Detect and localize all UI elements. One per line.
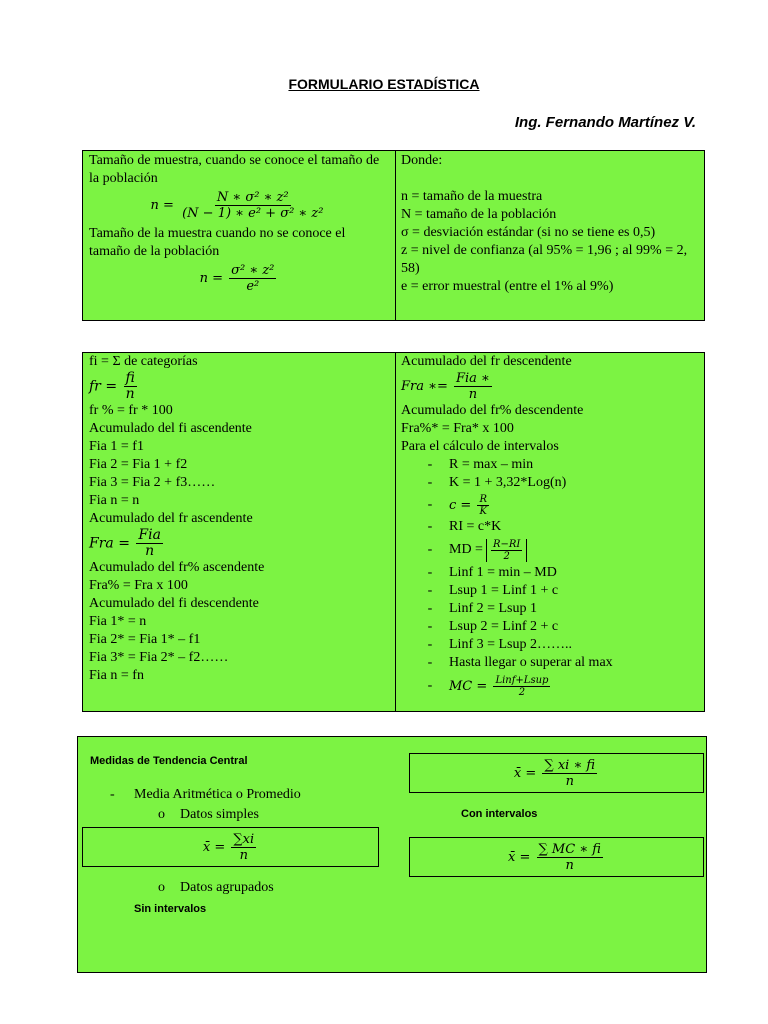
fia-line: Fia 2 = Fia 1 + f2 <box>89 457 188 472</box>
dash-bullet: - <box>427 619 433 634</box>
column-divider <box>395 353 396 711</box>
sample-size-box <box>82 150 705 321</box>
interval-line: Lsup 1 = Linf 1 + c <box>449 583 559 598</box>
denominator: n <box>145 543 155 559</box>
fia-line: Fia n = n <box>89 493 140 508</box>
formula-lhs: Fra ∗= <box>401 379 448 394</box>
grouped-mean-formula <box>514 758 599 789</box>
numerator: R <box>479 493 487 505</box>
fraction <box>136 528 163 559</box>
fraction <box>124 371 137 402</box>
numerator: fi <box>125 370 135 386</box>
fraction <box>493 675 550 698</box>
dash-bullet: - <box>427 637 433 652</box>
frpa-title: Acumulado del fr% ascendente <box>89 560 265 575</box>
interval-step <box>401 564 701 582</box>
dash-bullet: - <box>427 583 433 598</box>
column-divider <box>395 151 396 320</box>
dash-bullet: - <box>110 787 115 802</box>
interval-step <box>401 456 701 474</box>
page-title: FORMULARIO ESTADÍSTICA <box>288 76 480 92</box>
definition-e: e = error muestral (entre el 1% al 9%) <box>401 279 614 294</box>
interval-step <box>401 518 701 536</box>
central-tendency-box <box>77 736 707 973</box>
interval-step <box>401 654 701 672</box>
fia-line: Fia 3 = Fia 2 + f3…… <box>89 475 216 490</box>
grouped-mean-formula-box <box>409 753 704 793</box>
ri-formula: RI = c*K <box>449 519 502 534</box>
simple-data-item <box>158 807 259 823</box>
interval-step <box>401 636 701 654</box>
interval-step <box>401 618 701 636</box>
dash-bullet: - <box>427 655 433 670</box>
numerator: ∑ MC ∗ fi <box>538 841 601 857</box>
frpd-title: Acumulado del fr% descendente <box>401 403 584 418</box>
frpd-line: Fra%* = Fra* x 100 <box>401 421 514 436</box>
descending-and-intervals <box>401 353 701 700</box>
fid-line: Fia 1* = n <box>89 614 147 629</box>
k-formula: K = 1 + 3,32*Log(n) <box>449 475 567 490</box>
central-tendency-heading: Medidas de Tendencia Central <box>90 755 248 767</box>
fid-line: Fia n = fn <box>89 668 144 683</box>
grouped-data-label: Datos agrupados <box>180 880 274 895</box>
numerator: ∑xi <box>233 831 255 847</box>
dash-bullet: - <box>427 457 433 472</box>
interval-step <box>401 672 701 700</box>
denominator: n <box>239 847 248 863</box>
fraction <box>229 263 276 294</box>
interval-step <box>401 582 701 600</box>
formula-lhs: x̄ = <box>508 849 531 865</box>
ascending-frequencies <box>89 353 389 685</box>
frequencies-box <box>82 352 705 712</box>
sample-size-formulas <box>89 152 389 294</box>
denominator: n <box>565 857 574 873</box>
fraction <box>542 758 597 789</box>
frd-title: Acumulado del fr descendente <box>401 354 572 369</box>
fraction <box>231 832 256 863</box>
fia-line: Fia 1 = f1 <box>89 439 144 454</box>
interval-line: Hasta llegar o superar al max <box>449 655 613 670</box>
interval-step <box>401 474 701 492</box>
interval-line: Linf 1 = min – MD <box>449 565 557 580</box>
denominator: 2 <box>518 686 526 698</box>
md-formula-lhs: MD = <box>449 542 483 557</box>
with-intervals-label: Con intervalos <box>461 808 538 820</box>
formula-lhs: fr = <box>89 378 118 395</box>
fraction <box>537 842 603 873</box>
denominator: (N − 1) ∗ e² + σ² ∗ z² <box>182 206 324 221</box>
known-population-heading: Tamaño de muestra, cuando se conoce el tamaño de la población <box>89 153 380 186</box>
fid-line: Fia 2* = Fia 1* – f1 <box>89 632 201 647</box>
formula-lhs: c = <box>449 497 472 513</box>
formula-lhs: n = <box>199 271 223 286</box>
definition-n: n = tamaño de la muestra <box>401 189 543 204</box>
interval-line: Lsup 2 = Linf 2 + c <box>449 619 559 634</box>
circle-bullet: o <box>158 880 165 895</box>
interval-line: Linf 2 = Lsup 1 <box>449 601 537 616</box>
author-name: Ing. Fernando Martínez V. <box>514 114 696 131</box>
interval-mean-formula-box <box>409 837 704 877</box>
denominator: e² <box>246 279 260 294</box>
simple-mean-formula <box>203 832 258 863</box>
fia-title: Acumulado del fi ascendente <box>89 421 252 436</box>
frd-formula <box>401 371 701 402</box>
formula-lhs: x̄ = <box>513 765 537 781</box>
formula-lhs: x̄ = <box>202 839 226 855</box>
simple-mean-formula-box <box>82 827 379 867</box>
interval-step <box>401 600 701 618</box>
denominator: n <box>125 386 135 402</box>
fi-definition: fi = Σ de categorías <box>89 354 198 369</box>
range-formula: R = max – min <box>449 457 534 472</box>
known-population-formula <box>89 190 389 221</box>
definition-sigma: σ = desviación estándar (si no se tiene es 0,5) <box>401 225 656 240</box>
formula-lhs: n = <box>150 198 174 213</box>
fra-title: Acumulado del fr ascendente <box>89 511 253 526</box>
fra-formula <box>89 528 389 559</box>
md-absolute <box>486 539 527 562</box>
dash-bullet: - <box>427 519 433 534</box>
numerator: σ² ∗ z² <box>231 263 275 278</box>
unknown-population-formula <box>89 263 389 294</box>
interval-mean-formula <box>508 842 605 873</box>
interval-step <box>401 492 701 518</box>
denominator: K <box>479 505 487 517</box>
fid-line: Fia 3* = Fia 2* – f2…… <box>89 650 229 665</box>
definitions-list <box>401 152 699 296</box>
dash-bullet: - <box>427 565 433 580</box>
denominator: n <box>565 773 574 789</box>
definition-z: z = nivel de confianza (al 95% = 1,96 ; al 99% = 2, 58) <box>401 243 688 276</box>
interval-step <box>401 536 701 564</box>
fr-formula <box>89 371 389 402</box>
dash-bullet: - <box>427 475 433 490</box>
numerator: R−RI <box>492 538 521 550</box>
intervals-title: Para el cálculo de intervalos <box>401 439 559 454</box>
dash-bullet: - <box>427 678 433 693</box>
numerator: Linf+Lsup <box>495 674 549 686</box>
circle-bullet: o <box>158 807 165 822</box>
mean-label: Media Aritmética o Promedio <box>134 787 301 802</box>
numerator: ∑ xi ∗ fi <box>544 757 596 773</box>
numerator: N ∗ σ² ∗ z² <box>216 190 289 205</box>
fraction <box>477 494 489 517</box>
denominator: 2 <box>503 550 510 562</box>
mc-formula <box>449 675 552 698</box>
simple-data-label: Datos simples <box>180 807 259 822</box>
formula-lhs: MC = <box>449 678 488 694</box>
where-title: Donde: <box>401 153 443 168</box>
frpa-line: Fra% = Fra x 100 <box>89 578 188 593</box>
mean-item <box>110 787 301 803</box>
fraction <box>180 190 325 221</box>
no-intervals-label: Sin intervalos <box>134 903 207 915</box>
fid-title: Acumulado del fi descendente <box>89 596 259 611</box>
numerator: Fia <box>138 527 161 543</box>
formula-lhs: Fra = <box>89 535 130 552</box>
numerator: Fia ∗ <box>456 371 490 386</box>
grouped-data-item <box>158 880 274 896</box>
dash-bullet: - <box>427 601 433 616</box>
interval-line: Linf 3 = Lsup 2…….. <box>449 637 572 652</box>
fraction <box>491 539 522 562</box>
dash-bullet: - <box>427 497 433 512</box>
c-formula <box>449 494 491 517</box>
definition-N: N = tamaño de la población <box>401 207 557 222</box>
dash-bullet: - <box>427 542 433 557</box>
fraction <box>454 371 492 402</box>
fr-percent: fr % = fr * 100 <box>89 403 173 418</box>
denominator: n <box>468 387 478 402</box>
unknown-population-heading: Tamaño de la muestra cuando no se conoce el tamaño de la población <box>89 226 346 259</box>
